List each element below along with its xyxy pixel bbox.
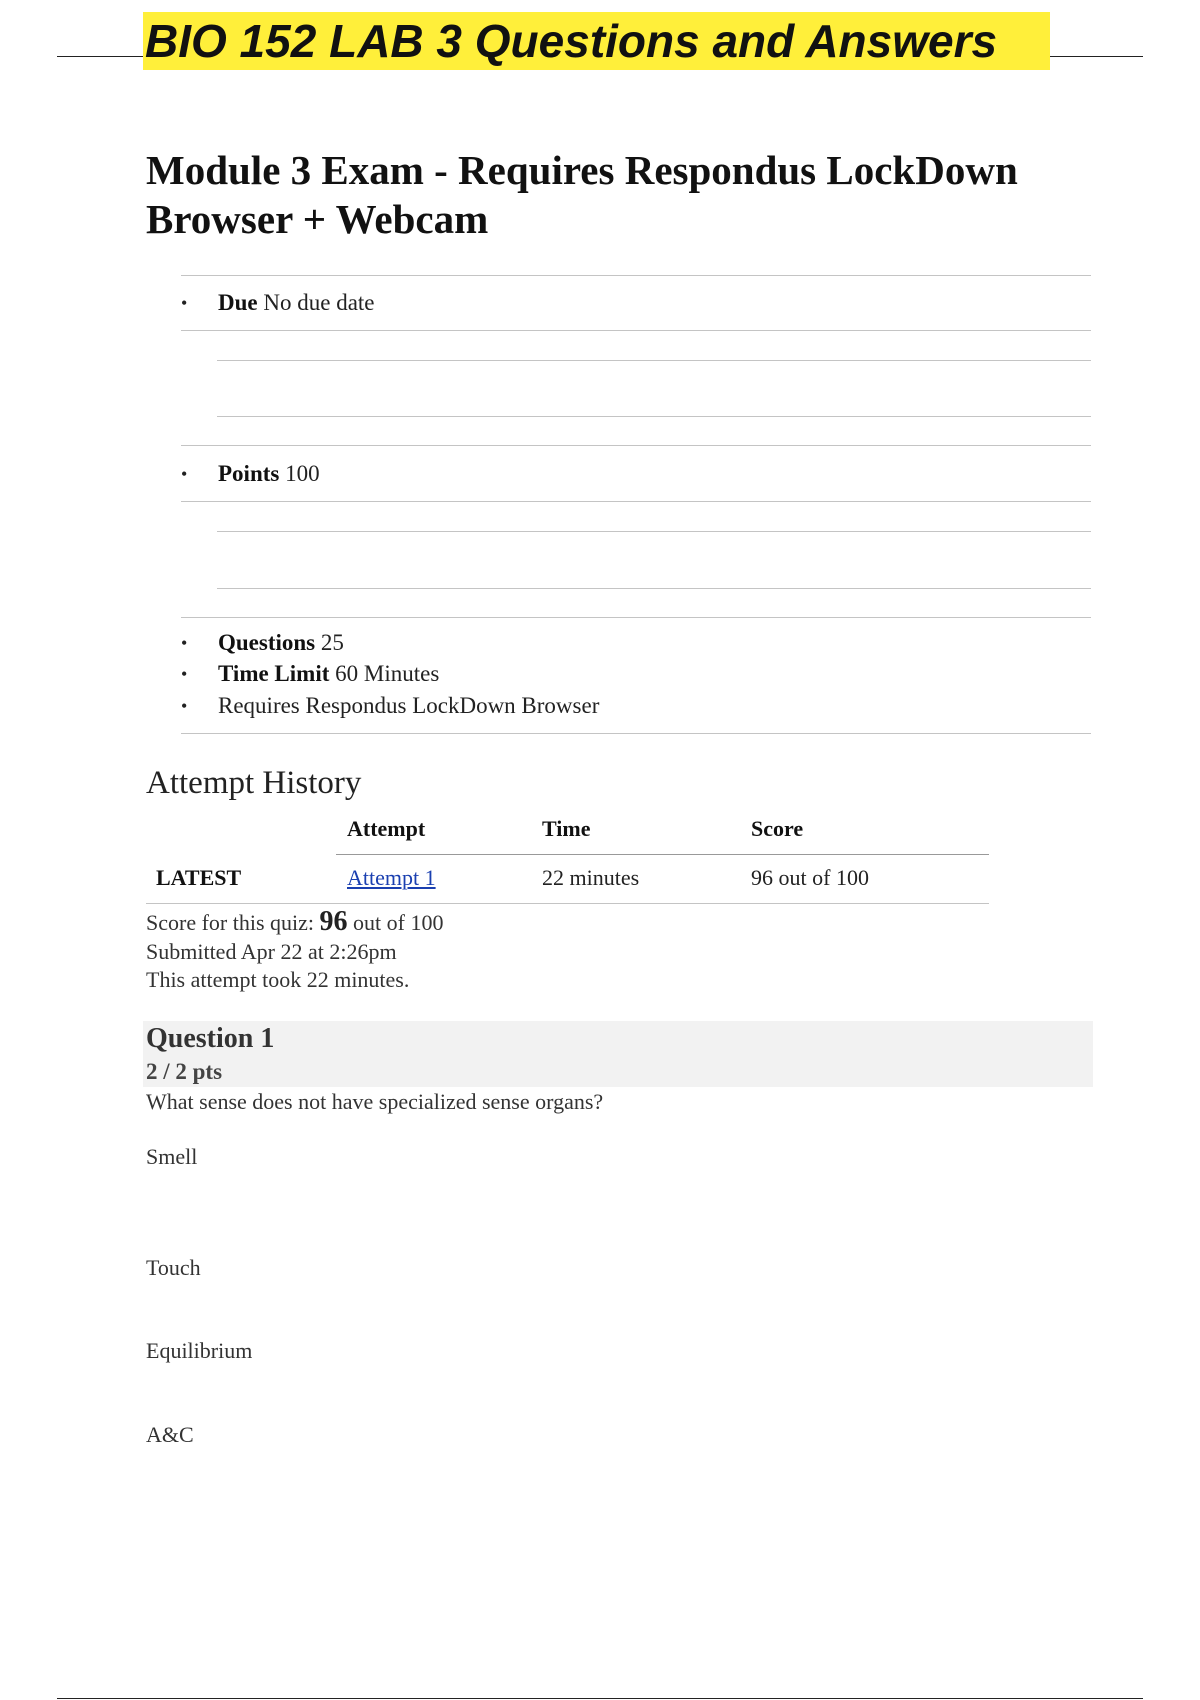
question-header	[143, 1021, 1093, 1087]
answer-option[interactable]: Equilibrium	[146, 1338, 253, 1363]
time-limit-value: 60 Minutes	[335, 661, 440, 686]
quiz-score-line	[146, 908, 443, 937]
questions-item	[181, 628, 344, 658]
question-text: What sense does not have specialized sense organs?	[146, 1089, 604, 1114]
divider	[181, 501, 1091, 502]
score-prefix: Score for this quiz:	[146, 910, 315, 935]
answer-option[interactable]: A&C	[146, 1422, 194, 1447]
questions-label: Questions	[218, 630, 316, 655]
footer-rule	[57, 1698, 1143, 1699]
requirement-item	[181, 691, 599, 721]
time-limit-item	[181, 659, 439, 689]
header-rule-right	[1050, 56, 1143, 57]
attempt-link[interactable]: Attempt 1	[347, 865, 436, 890]
answer-option[interactable]: Touch	[146, 1255, 201, 1280]
exam-title: Module 3 Exam - Requires Respondus LockDown Browser + Webcam	[146, 147, 1018, 242]
divider	[181, 445, 1091, 446]
table-bottom-rule	[146, 903, 989, 904]
divider	[181, 617, 1091, 618]
divider	[217, 360, 1091, 361]
score-value: 96	[319, 906, 348, 937]
time-limit-label: Time Limit	[218, 661, 330, 686]
column-header-attempt: Attempt	[347, 816, 426, 841]
attempt-time: 22 minutes	[542, 865, 640, 890]
column-header-time: Time	[542, 816, 591, 841]
duration-line: This attempt took 22 minutes.	[146, 967, 410, 992]
divider	[217, 416, 1091, 417]
latest-label: LATEST	[156, 865, 242, 890]
column-header-score: Score	[751, 816, 804, 841]
divider	[217, 588, 1091, 589]
divider	[181, 330, 1091, 331]
due-item	[181, 288, 375, 318]
points-item	[181, 459, 320, 489]
attempt-history-title: Attempt History	[146, 765, 362, 801]
submitted-line: Submitted Apr 22 at 2:26pm	[146, 939, 397, 964]
questions-value: 25	[320, 630, 344, 655]
answer-option[interactable]: Smell	[146, 1144, 198, 1169]
divider	[181, 275, 1091, 276]
attempt-score: 96 out of 100	[751, 865, 869, 890]
score-suffix: out of 100	[353, 910, 444, 935]
points-value: 100	[285, 461, 320, 486]
due-label: Due	[218, 290, 258, 315]
header-rule-left	[57, 56, 147, 57]
divider	[181, 733, 1091, 734]
table-header-rule	[336, 854, 989, 855]
question-title: Question 1	[146, 1023, 275, 1054]
question-points: 2 / 2 pts	[146, 1059, 223, 1084]
requirement-text: Requires Respondus LockDown Browser	[218, 693, 600, 718]
divider	[217, 531, 1091, 532]
points-label: Points	[218, 461, 280, 486]
document-banner: BIO 152 LAB 3 Questions and Answers	[143, 12, 1050, 70]
due-value: No due date	[263, 290, 375, 315]
